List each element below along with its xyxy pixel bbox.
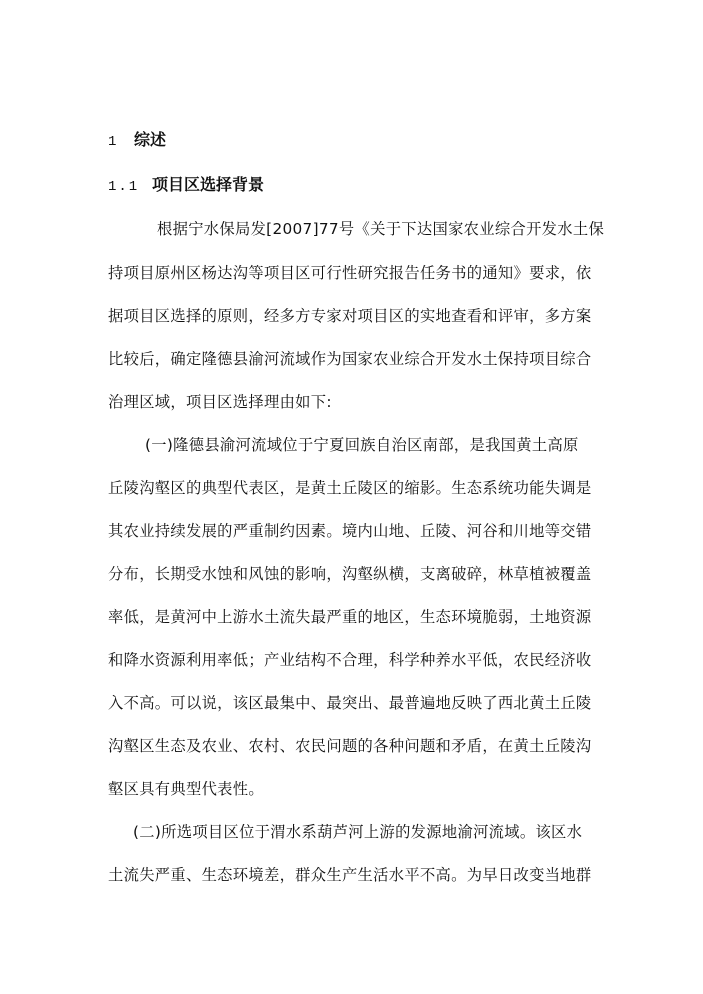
paragraph-1-line-2: 持项目原州区杨达沟等项目区可行性研究报告任务书的通知》要求，依	[108, 264, 592, 282]
subsection-title: 项目区选择背景	[152, 175, 265, 194]
paragraph-1-line-3: 据项目区选择的原则，经多方专家对项目区的实地查看和评审，多方案	[108, 307, 592, 325]
section-heading-1	[108, 130, 166, 152]
paragraph-2-line-7: 入不高。可以说，该区最集中、最突出、最普遍地反映了西北黄土丘陵	[108, 694, 592, 712]
paragraph-2-line-3: 其农业持续发展的严重制约因素。境内山地、丘陵、河谷和川地等交错	[108, 522, 592, 540]
paragraph-2-line-5: 率低，是黄河中上游水土流失最严重的地区，生态环境脆弱，土地资源	[108, 608, 592, 626]
paragraph-2-line-4: 分布，长期受水蚀和风蚀的影响，沟壑纵横，支离破碎，林草植被覆盖	[108, 565, 592, 583]
paragraph-2-line-2: 丘陵沟壑区的典型代表区，是黄土丘陵区的缩影。生态系统功能失调是	[108, 479, 592, 497]
paragraph-2-line-9: 壑区具有典型代表性。	[108, 780, 264, 798]
paragraph-3-line-1: (二)所选项目区位于渭水系葫芦河上游的发源地渝河流域。该区水	[133, 823, 583, 841]
paragraph-2-line-8: 沟壑区生态及农业、农村、农民问题的各种问题和矛盾，在黄土丘陵沟	[108, 737, 592, 755]
paragraph-1-line-4: 比较后，确定隆德县渝河流域作为国家农业综合开发水土保持项目综合	[108, 350, 592, 368]
paragraph-1-line-1: 根据宁水保局发[2007]77号《关于下达国家农业综合开发水土保	[157, 220, 605, 238]
paragraph-2-line-6: 和降水资源利用率低；产业结构不合理，科学种养水平低，农民经济收	[108, 651, 592, 669]
section-number: 1	[108, 134, 117, 150]
section-title: 综述	[134, 130, 167, 149]
paragraph-2-line-1: (一)隆德县渝河流域位于宁夏回族自治区南部，是我国黄土高原	[145, 436, 579, 454]
paragraph-3-line-2: 土流失严重、生态环境差，群众生产生活水平不高。为早日改变当地群	[108, 866, 592, 884]
paragraph-1-line-5: 治理区域，项目区选择理由如下:	[108, 393, 332, 411]
subsection-number: 1.1	[108, 179, 140, 195]
subsection-heading-1-1	[108, 175, 264, 197]
